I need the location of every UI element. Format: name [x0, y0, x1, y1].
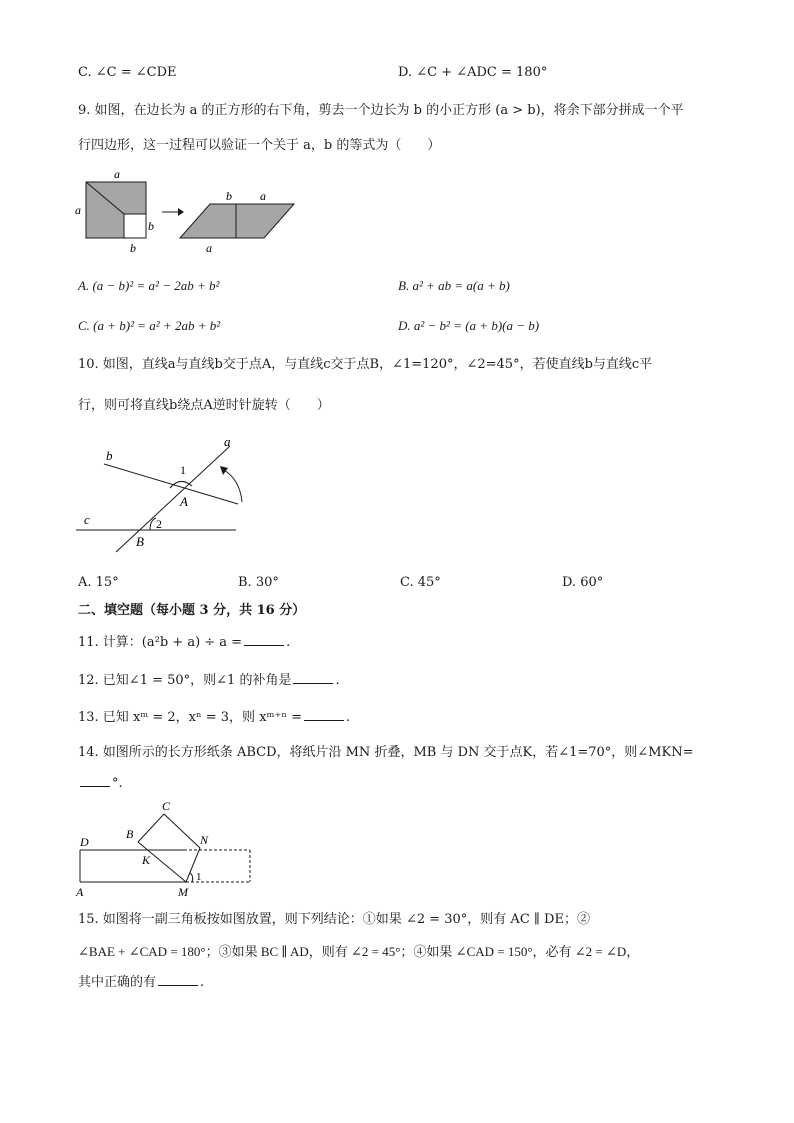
q15-line3-text: 其中正确的有: [78, 975, 157, 990]
q12: [78, 671, 340, 690]
q8-option-c: C. ∠C = ∠CDE: [78, 65, 177, 80]
q9-stem-line1: 9. 如图，在边长为 a 的正方形的右下角，剪去一个边长为 b 的小正方形 (a > b)，将余下部分拼成一个平: [78, 103, 684, 118]
q10-stem-line2: 行，则可将直线b绕点A逆时针旋转（ ）: [78, 398, 330, 413]
q15-stem-line1: 15. 如图将一副三角板按如图放置，则下列结论：①如果 ∠2 = 30°，则有 AC ∥ DE；②: [78, 912, 590, 927]
q10-option-b: B. 30°: [238, 575, 279, 590]
q10-label-angle-2: 2: [156, 517, 162, 531]
q10-line-a: [116, 446, 230, 552]
q14-fold-bc: [138, 814, 164, 842]
q10-line-b: [104, 464, 238, 504]
q9-figure: [70, 166, 310, 256]
q11-answer-blank[interactable]: [244, 633, 284, 646]
q11-stem: 11. 计算：(a²b + a) ÷ a =: [78, 635, 243, 650]
q12-end: .: [335, 673, 340, 688]
q10-figure: [70, 432, 260, 556]
q9-label-b-bottom: b: [130, 241, 136, 255]
q14-label-n: N: [200, 833, 209, 847]
q9-arrow-icon: [178, 208, 184, 216]
q12-stem: 12. 已知∠1 = 50°，则∠1 的补角是: [78, 673, 292, 688]
q13-answer-blank[interactable]: [304, 708, 344, 721]
q11-end: .: [286, 635, 291, 650]
q15-end: .: [200, 975, 205, 990]
q9-label-b-right: b: [148, 219, 154, 233]
q13-stem: 13. 已知 xᵐ = 2，xⁿ = 3，则 xᵐ⁺ⁿ =: [78, 710, 303, 725]
q14-label-k: K: [142, 853, 151, 867]
q9-option-c: C. (a + b)² = a² + 2ab + b²: [78, 318, 221, 333]
q9-label-a-top: a: [114, 167, 120, 181]
q9-para-label-a-bottom: a: [206, 241, 212, 255]
q9-stem-line2: 行四边形，这一过程可以验证一个关于 a，b 的等式为（ ）: [78, 138, 441, 153]
q10-option-c: C. 45°: [400, 575, 441, 590]
q10-label-b: b: [106, 448, 113, 463]
q13: [78, 708, 350, 727]
q10-option-a: A. 15°: [78, 575, 119, 590]
q12-answer-blank[interactable]: [293, 671, 333, 684]
q15-answer-blank[interactable]: [158, 973, 198, 986]
q14-stem-line1: 14. 如图所示的长方形纸条 ABCD，将纸片沿 MN 折叠，MB 与 DN 交于点K，若∠1=70°，则∠MKN=: [78, 745, 694, 760]
q10-label-a: a: [224, 434, 231, 449]
q9-option-d: D. a² − b² = (a + b)(a − b): [398, 318, 540, 333]
q10-label-point-b: B: [136, 534, 144, 549]
q14-angle-1-arc: [190, 873, 193, 882]
q13-end: .: [346, 710, 351, 725]
q9-para-label-b: b: [226, 189, 232, 203]
q10-option-d: D. 60°: [562, 575, 604, 590]
q14-end: °.: [112, 776, 123, 791]
q14-fold-cn: [164, 814, 200, 848]
q14-label-a: A: [76, 885, 84, 899]
q9-label-a-left: a: [75, 203, 81, 217]
q14-figure: [70, 796, 260, 900]
q9-option-b: B. a² + ab = a(a + b): [398, 278, 510, 293]
q14-stem-line2: [78, 774, 123, 793]
q8-option-d: D. ∠C + ∠ADC = 180°: [398, 65, 548, 80]
q14-label-m: M: [178, 885, 188, 899]
q9-parallelogram: [180, 204, 294, 238]
q14-label-angle-1: 1: [196, 871, 202, 883]
q14-answer-blank[interactable]: [80, 774, 110, 787]
q14-label-d: D: [80, 835, 89, 849]
q10-rotation-arc: [224, 470, 242, 502]
section-2-heading: 二、填空题（每小题 3 分，共 16 分）: [78, 603, 306, 618]
q10-label-angle-1: 1: [180, 463, 186, 477]
q15-stem-line2: ∠BAE + ∠CAD = 180°；③如果 BC ∥ AD，则有 ∠2 = 45°；④如果 ∠CAD = 150°，必有 ∠2 = ∠D，: [78, 944, 640, 959]
q14-label-c: C: [162, 799, 171, 813]
q10-label-c: c: [84, 512, 90, 527]
q9-option-a: A. (a − b)² = a² − 2ab + b²: [78, 278, 220, 293]
q10-rotation-arrow-icon: [220, 466, 228, 475]
q9-para-label-a-top: a: [260, 189, 266, 203]
q14-label-b: B: [126, 827, 134, 841]
q9-small-square: [124, 214, 146, 238]
q15-stem-line3: [78, 973, 204, 992]
q10-stem-line1: 10. 如图，直线a与直线b交于点A，与直线c交于点B，∠1=120°，∠2=45°，若使直线b与直线c平: [78, 357, 653, 372]
q11: [78, 633, 290, 652]
q10-label-point-a: A: [180, 494, 188, 509]
